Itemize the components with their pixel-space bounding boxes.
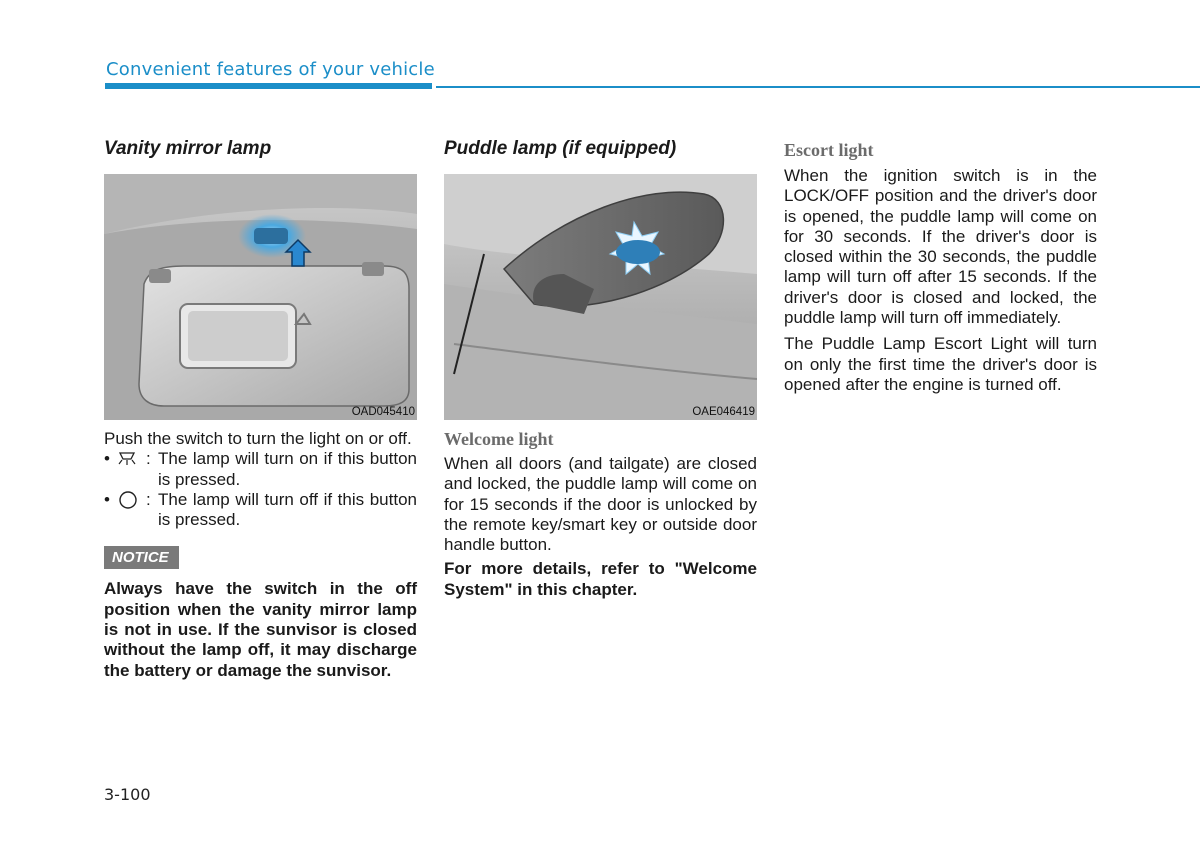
bullet-dot: • <box>104 449 110 469</box>
figure-vanity-mirror <box>104 174 417 420</box>
bullet-dot: • <box>104 489 110 509</box>
bullet-text: The lamp will turn on if this button is pressed. <box>158 449 417 489</box>
column-vanity-mirror <box>104 138 417 681</box>
vanity-mirror-illustration <box>104 174 417 420</box>
section-title: Convenient features of your vehicle <box>106 59 435 80</box>
heading-welcome-light: Welcome light <box>444 429 554 449</box>
figure-code: OAD045410 <box>351 406 415 418</box>
bullet-lamp-off <box>104 490 417 531</box>
column-puddle-lamp <box>444 138 757 600</box>
figure-puddle-lamp <box>444 174 757 420</box>
heading-escort-light: Escort light <box>784 140 874 160</box>
header-rule-thin <box>436 86 1200 88</box>
puddle-lamp-illustration <box>444 174 757 420</box>
page-number: 3-100 <box>104 785 151 804</box>
bullet-text: The lamp will turn off if this button is pressed. <box>158 489 417 530</box>
figure-code: OAE046419 <box>692 406 755 418</box>
welcome-light-text: When all doors (and tailgate) are closed and locked, the puddle lamp will come on for 15 seconds if the door is unlocked by the remote key/smart key or outside door handle button. <box>444 454 757 555</box>
lamp-on-icon <box>114 449 146 490</box>
heading-puddle-lamp: Puddle lamp (if equipped) <box>444 138 677 159</box>
bullet-lamp-on <box>104 449 417 490</box>
lamp-off-icon <box>114 490 146 531</box>
notice-text: Always have the switch in the off position when the vanity mirror lamp is not in use. If the sunvisor is closed without the lamp off, it may discharge the battery or damage the sunvisor. <box>104 579 417 680</box>
bullet-colon: : <box>146 449 151 469</box>
header-rule-thick <box>105 83 432 89</box>
notice-badge: NOTICE <box>104 546 179 569</box>
heading-vanity-mirror-lamp: Vanity mirror lamp <box>104 138 272 159</box>
bullet-colon: : <box>146 489 151 509</box>
vanity-intro-text: Push the switch to turn the light on or off. <box>104 429 412 448</box>
escort-light-text-2: The Puddle Lamp Escort Light will turn on only the first time the driver's door is opened after the engine is turned off. <box>784 334 1097 394</box>
welcome-light-note: For more details, refer to "Welcome System" in this chapter. <box>444 559 757 599</box>
column-escort-light <box>784 139 1097 395</box>
escort-light-text-1: When the ignition switch is in the LOCK/OFF position and the driver's door is opened, the puddle lamp will come on for 30 seconds. If the driver's door is closed within the 30 seconds, the puddle lamp will turn off after 15 seconds. If the driver's door is closed and locked, the puddle lamp will turn off immediately. <box>784 166 1097 328</box>
